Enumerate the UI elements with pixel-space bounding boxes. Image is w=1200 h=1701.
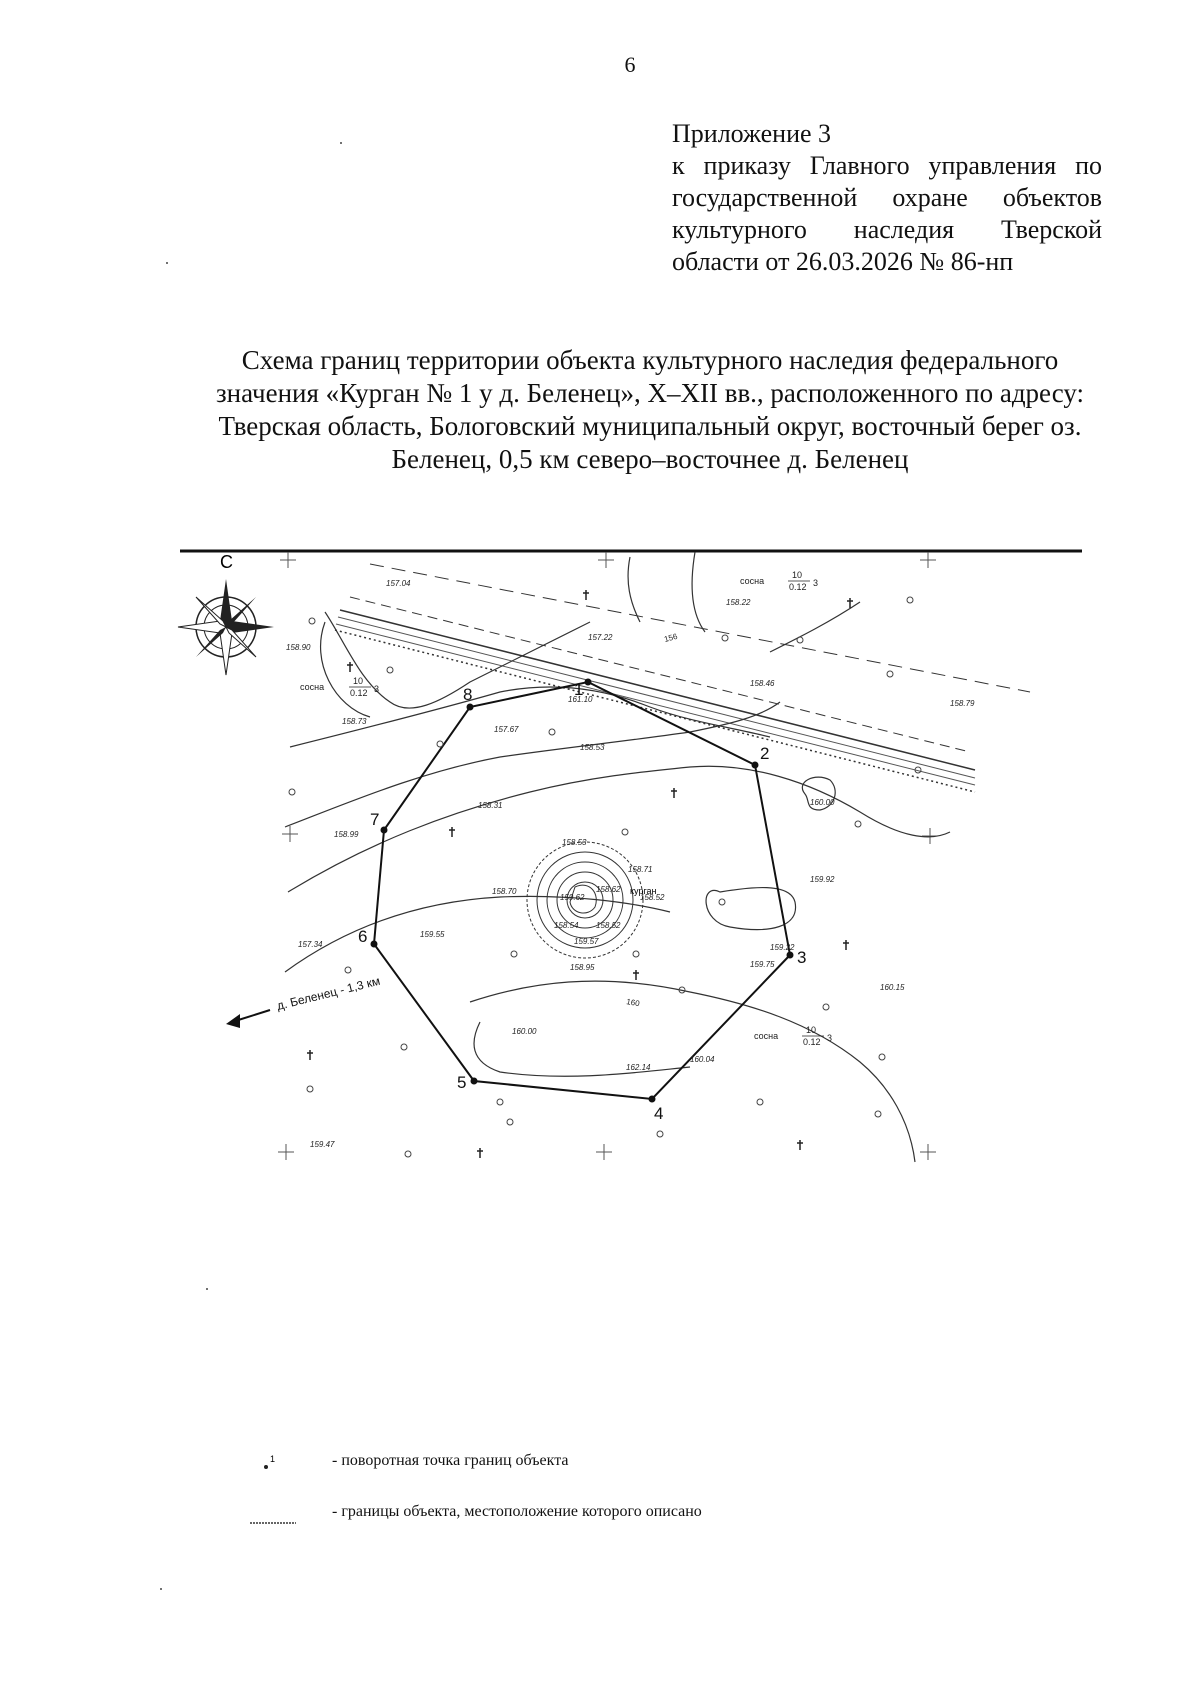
contour-label: 156	[663, 631, 679, 644]
legend-text: - границы объекта, местоположение которого описано	[332, 1503, 702, 1520]
tree-fraction-bottom: 0.12	[789, 582, 807, 592]
elevation-mark: 160.15	[880, 983, 905, 992]
grid-crosses	[278, 552, 938, 1160]
elevation-mark: 157.04	[386, 579, 411, 588]
elevation-mark: 159.57	[574, 937, 599, 946]
tree-annotation	[754, 1025, 832, 1047]
tree-annotation	[740, 570, 818, 592]
title-line: значения «Курган № 1 у д. Беленец», X–XII вв., расположенного по адресу:	[216, 378, 1084, 408]
scan-speck	[206, 1288, 208, 1290]
elevation-mark: 159.22	[770, 943, 795, 952]
boundary-line-legend-icon	[240, 1503, 310, 1527]
contour-lines	[285, 552, 950, 1162]
elevation-mark: 158.52	[640, 893, 665, 902]
scan-speck	[166, 262, 168, 264]
page-number: 6	[624, 52, 636, 77]
elevation-mark: 158.99	[334, 830, 359, 839]
tree-fraction-bottom: 0.12	[803, 1037, 821, 1047]
tree-label: сосна	[300, 682, 325, 692]
tree-suffix: 3	[827, 1033, 833, 1043]
elevation-mark: 157.34	[298, 940, 323, 949]
elevation-mark: 158.79	[950, 699, 975, 708]
elevation-mark: 159.92	[810, 875, 835, 884]
direction-label: д. Беленец - 1,3 км	[275, 973, 382, 1013]
appendix-line: к приказу Главного управления по	[672, 151, 1102, 180]
elevation-mark: 158.95	[570, 963, 595, 972]
boundary-map	[170, 542, 1090, 1282]
elevation-mark: 158.54	[554, 921, 579, 930]
title-line: Схема границ территории объекта культурного наследия федерального	[241, 345, 1059, 375]
tree-label: сосна	[754, 1031, 779, 1041]
elevation-mark: 159.47	[310, 1140, 335, 1149]
elevation-mark: 159.62	[560, 893, 585, 902]
boundary-point-label: 8	[463, 685, 473, 704]
document-title	[150, 344, 1150, 476]
appendix-line: Приложение 3	[672, 119, 832, 148]
elevation-mark: 158.71	[628, 865, 653, 874]
tree-fraction-top: 10	[353, 676, 364, 686]
elevation-mark: 160.04	[690, 1055, 715, 1064]
elevation-mark: 158.73	[342, 717, 367, 726]
tree-fraction-top: 10	[792, 570, 803, 580]
elevation-mark: 159.75	[750, 960, 775, 969]
boundary-point-label: 5	[457, 1073, 467, 1092]
tree-suffix: 3	[374, 684, 380, 694]
title-line: Тверская область, Бологовский муниципальный округ, восточный берег оз.	[218, 411, 1082, 441]
contour-label: 160	[625, 997, 641, 1009]
elevation-mark: 158.31	[478, 801, 503, 810]
title-line: Беленец, 0,5 км северо–восточнее д. Беленец	[391, 444, 909, 474]
elevation-mark: 159.55	[420, 930, 445, 939]
elevation-mark: 158.22	[726, 598, 751, 607]
tree-fraction-bottom: 0.12	[350, 688, 368, 698]
tree-suffix: 3	[813, 578, 819, 588]
elevation-mark: 158.53	[580, 743, 605, 752]
boundary-point-label: 7	[370, 810, 380, 829]
elevation-mark: 160.00	[512, 1027, 537, 1036]
compass-rose-icon	[178, 579, 274, 675]
turning-point-legend-icon	[240, 1452, 310, 1476]
tree-label: сосна	[740, 576, 765, 586]
tree-symbols	[307, 590, 853, 1158]
scan-speck	[340, 142, 342, 144]
elevation-mark: 158.52	[596, 921, 621, 930]
elevation-mark: 157.22	[588, 633, 613, 642]
legend-text: - поворотная точка границ объекта	[332, 1452, 569, 1469]
elevation-mark: 160.00	[810, 798, 835, 807]
elevation-mark: 158.70	[492, 887, 517, 896]
elevation-mark: 158.90	[286, 643, 311, 652]
tree-fraction-top: 10	[806, 1025, 817, 1035]
elevation-mark: 158.62	[596, 885, 621, 894]
appendix-line: государственной охране объектов	[672, 183, 1102, 212]
mound-label: курган	[630, 886, 657, 896]
boundary-point-label: 4	[654, 1104, 664, 1123]
direction-arrow	[226, 1010, 270, 1028]
boundary-point-label: 2	[760, 744, 770, 763]
boundary-point-label: 1	[574, 680, 584, 699]
elevation-mark: 158.46	[750, 679, 775, 688]
scan-speck	[160, 1588, 162, 1590]
elevation-mark: 162.14	[626, 1063, 651, 1072]
road	[335, 564, 1030, 792]
appendix-line: культурного наследия Тверской	[672, 215, 1102, 244]
boundary-point-label: 3	[797, 948, 807, 967]
boundary-point-label: 6	[358, 927, 368, 946]
elevation-mark: 157.67	[494, 725, 519, 734]
north-label: С	[220, 552, 233, 572]
appendix-block	[672, 118, 1102, 278]
svg-text:1: 1	[270, 1454, 276, 1464]
elevation-mark: 158.53	[562, 838, 587, 847]
elevation-mark: 161.10	[568, 695, 593, 704]
appendix-line: области от 26.03.2026 № 86-нп	[672, 247, 1014, 276]
